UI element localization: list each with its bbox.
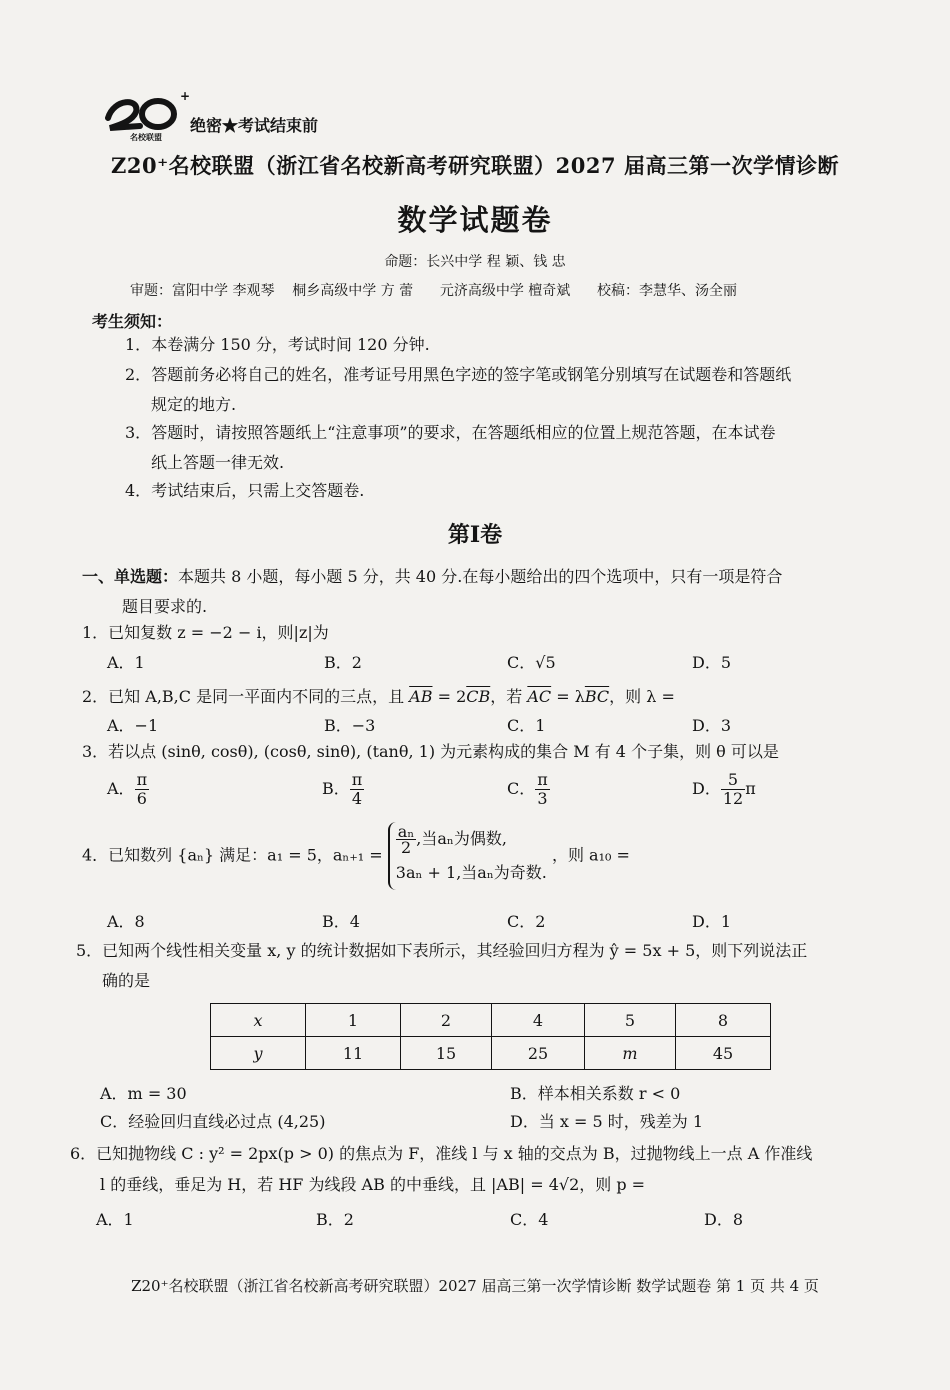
- paper-title: 数学试题卷: [397, 203, 553, 237]
- notice-heading: 考生须知：: [92, 312, 173, 331]
- section-heading: 一、单选题：本题共 8 小题，每小题 5 分，共 40 分.在每小题给出的四个选项中，只有一项是符合 题目要求的.: [82, 567, 783, 616]
- table-row: y 11 15 25 m 45: [211, 1037, 771, 1070]
- exam-title: Z20⁺名校联盟（浙江省名校新高考研究联盟）2027 届高三第一次学情诊断: [111, 153, 839, 178]
- question-4-stem: 4．已知数列 {aₙ} 满足：a₁ = 5，aₙ₊₁ = $\frac{\text{aₙ}}{2}$ ,当aₙ为偶数, 3aₙ + 1,当aₙ为奇数. ，则 a₁₀ =: [82, 822, 912, 890]
- question-6-option-c: C．4: [510, 1210, 549, 1229]
- question-4-option-b: B．4: [322, 912, 360, 931]
- question-5-stem: 5．已知两个线性相关变量 x, y 的统计数据如下表所示，其经验回归方程为 ŷ = 5x + 5，则下列说法正: [76, 941, 808, 960]
- question-5-option-c: C．经验回归直线必过点 (4,25): [100, 1112, 326, 1131]
- statistics-table: [210, 1003, 771, 1070]
- question-1-option-b: B．2: [324, 653, 362, 672]
- question-1-option-d: D．5: [692, 653, 732, 672]
- question-1-option-a: A．1: [107, 653, 145, 672]
- question-3-option-c: C． $\frac{\pi}{3}$: [507, 770, 548, 808]
- question-4-option-c: C．2: [507, 912, 546, 931]
- question-1-option-c: C．√5: [507, 653, 556, 672]
- question-3-option-b: B． $\frac{\pi}{4}$: [322, 770, 363, 808]
- table-row: x 1 2 4 5 8: [211, 1004, 771, 1037]
- question-2-option-c: C．1: [507, 716, 546, 735]
- question-6-option-b: B．2: [316, 1210, 354, 1229]
- notice-item: 4．考试结束后，只需上交答题卷.: [125, 481, 365, 500]
- question-2-option-d: D．3: [692, 716, 732, 735]
- question-6-option-a: A．1: [96, 1210, 134, 1229]
- confidential-label: 绝密★考试结束前: [190, 116, 319, 135]
- notice-item: 2．答题前务必将自己的姓名，准考证号用黑色字迹的签字笔或钢笔分别填写在试题卷和答题纸 规定的地方.: [125, 365, 792, 414]
- question-2-option-b: B．−3: [324, 716, 376, 735]
- question-5-option-b: B．样本相关系数 r < 0: [510, 1084, 681, 1103]
- question-4-option-a: A．8: [107, 912, 145, 931]
- logo-graphic: [100, 88, 190, 144]
- question-5-option-d: D．当 x = 5 时，残差为 1: [510, 1112, 704, 1131]
- question-5-stem-cont: 确的是: [102, 971, 151, 990]
- question-6-option-d: D．8: [704, 1210, 744, 1229]
- notice-item: 3．答题时，请按照答题纸上“注意事项”的要求，在答题纸相应的位置上规范答题，在本试卷 纸上答题一律无效.: [125, 423, 776, 472]
- svg-text:+: +: [180, 89, 190, 103]
- composer-line: 命题：长兴中学 程 颖、钱 忠: [384, 254, 566, 270]
- question-3-stem: 3．若以点 (sinθ, cosθ), (cosθ, sinθ), (tanθ, 1) 为元素构成的集合 M 有 4 个子集，则 θ 可以是: [82, 742, 779, 761]
- logo-text: 名校联盟: [130, 133, 162, 142]
- notice-item: 1．本卷满分 150 分，考试时间 120 分钟.: [125, 335, 430, 354]
- reviewer-line: 审题：富阳中学 李观琴 桐乡高级中学 方 蕾 元济高级中学 檀奇斌 校稿：李慧华、汤全丽: [130, 283, 738, 299]
- page-footer: Z20⁺名校联盟（浙江省名校新高考研究联盟）2027 届高三第一次学情诊断 数学试题卷 第 1 页 共 4 页: [131, 1277, 819, 1295]
- question-6-stem-cont: l 的垂线，垂足为 H，若 HF 为线段 AB 的中垂线，且 |AB| = 4√2，则 p =: [100, 1175, 646, 1194]
- question-1-stem: 1．已知复数 z = −2 − i，则|z|为: [82, 623, 329, 642]
- part-title: 第Ⅰ卷: [447, 522, 503, 548]
- question-2-stem: 2．已知 A,B,C 是同一平面内不同的三点，且 $\overline{AB} = 2\overline{CB}$，若 $\overline{AC} = \lambda\overline{BC}$，则 λ =: [82, 687, 675, 706]
- question-3-option-a: A． $\frac{\pi}{6}$: [107, 770, 148, 808]
- question-6-stem: 6．已知抛物线 C : y² = 2px(p > 0) 的焦点为 F，准线 l 与 x 轴的交点为 B，过抛物线上一点 A 作准线: [70, 1144, 813, 1163]
- question-2-option-a: A．−1: [107, 716, 159, 735]
- piecewise-definition: $\frac{\text{aₙ}}{2}$ ,当aₙ为偶数, 3aₙ + 1,当aₙ为奇数.: [388, 822, 547, 890]
- question-3-option-d: D． $\frac{5}{12}$ π: [692, 770, 756, 808]
- question-5-option-a: A．m = 30: [100, 1084, 187, 1103]
- question-4-option-d: D．1: [692, 912, 732, 931]
- logo: [100, 88, 190, 144]
